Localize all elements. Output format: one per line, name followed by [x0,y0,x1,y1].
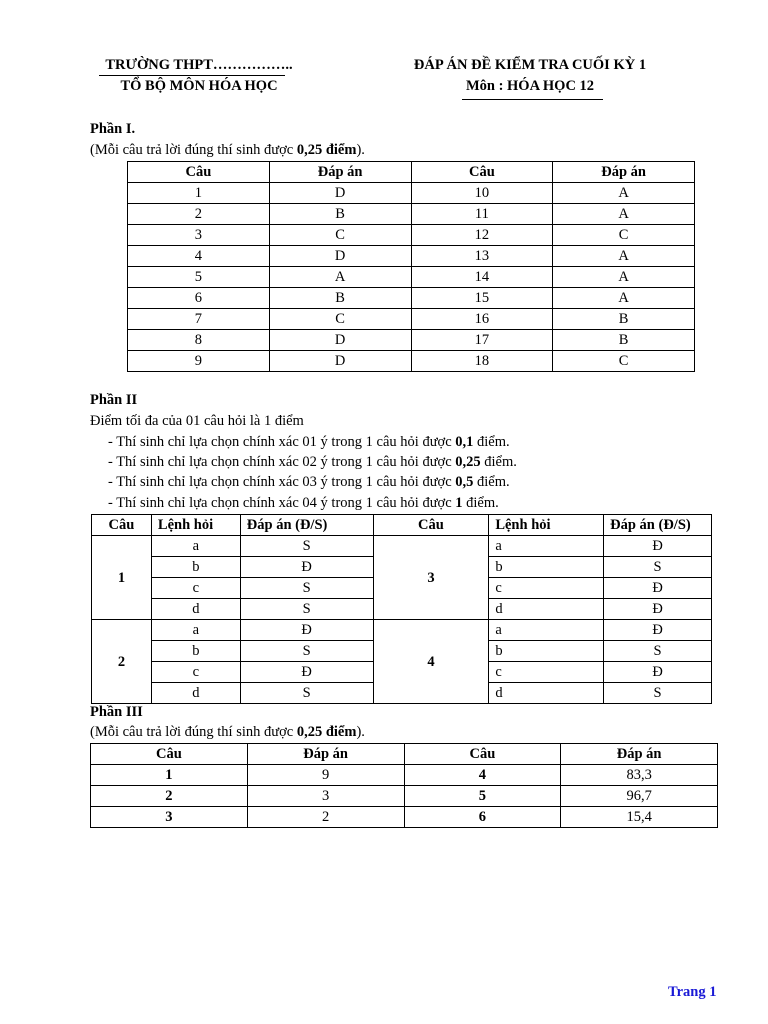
column-header: Câu [128,162,270,183]
table-row [128,225,695,246]
table-cell: 10 [411,183,553,204]
table-cell: d [151,599,240,620]
table-cell: b [151,641,240,662]
table-cell: Đ [604,662,712,683]
table-cell: B [553,330,695,351]
column-header: Đáp án [269,162,411,183]
table-cell: Đ [604,620,712,641]
table-cell: 5 [128,267,270,288]
table-cell: S [240,599,373,620]
table-cell: 2 [247,807,404,828]
table-cell: 1 [91,765,248,786]
table-cell: d [151,683,240,704]
table-cell: 4 [373,620,489,704]
table-cell: B [553,309,695,330]
column-header: Lệnh hỏi [151,515,240,536]
table-cell: 15,4 [561,807,718,828]
part2-intro: Điểm tối đa của 01 câu hỏi là 1 điểm [90,413,304,429]
table-row [128,309,695,330]
table-cell: a [151,536,240,557]
table-row [128,351,695,372]
table-cell: a [489,620,604,641]
column-header: Lệnh hỏi [489,515,604,536]
table-cell: 3 [91,807,248,828]
column-header: Câu [91,744,248,765]
part2-rule: - Thí sinh chỉ lựa chọn chính xác 03 ý trong 1 câu hỏi được 0,5 điểm. [108,474,510,490]
table-cell: 5 [404,786,561,807]
table-cell: Đ [604,536,712,557]
table-cell: 12 [411,225,553,246]
table-cell: d [489,599,604,620]
table-cell: C [269,225,411,246]
school-name: TRƯỜNG THPT…………….. [105,57,293,73]
column-header: Câu [404,744,561,765]
table-row [128,330,695,351]
table-cell: A [553,204,695,225]
table-cell: a [489,536,604,557]
table-cell: 11 [411,204,553,225]
table-cell: a [151,620,240,641]
table-cell: A [553,267,695,288]
table-cell: 96,7 [561,786,718,807]
table-row [91,765,718,786]
table-cell: c [151,578,240,599]
table-cell: 3 [373,536,489,620]
table-cell: C [553,225,695,246]
table-row [92,620,712,641]
table-cell: 4 [404,765,561,786]
part2-rule: - Thí sinh chỉ lựa chọn chính xác 02 ý trong 1 câu hỏi được 0,25 điểm. [108,454,517,470]
table-cell: Đ [604,578,712,599]
table-cell: 1 [128,183,270,204]
table-cell: 7 [128,309,270,330]
table-cell: d [489,683,604,704]
table-cell: c [489,578,604,599]
table-cell: B [269,204,411,225]
table-cell: Đ [240,662,373,683]
table-cell: 3 [128,225,270,246]
table-cell: A [553,288,695,309]
department-name: TỔ BỘ MÔN HÓA HỌC [120,78,278,94]
table-row [128,288,695,309]
table-cell: 9 [128,351,270,372]
table-row [128,246,695,267]
table-cell: 17 [411,330,553,351]
table-cell: 9 [247,765,404,786]
table-row [92,536,712,557]
table-cell: A [553,246,695,267]
table-cell: A [269,267,411,288]
part3-note: (Mỗi câu trả lời đúng thí sinh được 0,25 điểm). [90,724,365,740]
part1-note: (Mỗi câu trả lời đúng thí sinh được 0,25 điểm). [90,142,365,158]
table-cell: 2 [92,620,152,704]
column-header: Câu [411,162,553,183]
table-row [128,183,695,204]
page-number: Trang 1 [668,984,717,1000]
table-cell: S [240,641,373,662]
subject-label: Môn : HÓA HỌC 12 [465,78,595,94]
column-header: Câu [92,515,152,536]
table-cell: A [553,183,695,204]
table-cell: 1 [92,536,152,620]
table-cell: 14 [411,267,553,288]
column-header: Câu [373,515,489,536]
table-row [91,786,718,807]
table-cell: S [240,536,373,557]
table-cell: D [269,351,411,372]
table-cell: D [269,330,411,351]
column-header: Đáp án (Đ/S) [240,515,373,536]
table-cell: C [553,351,695,372]
table-row [128,267,695,288]
table-cell: C [269,309,411,330]
column-header: Đáp án (Đ/S) [604,515,712,536]
part3-table [90,743,718,828]
table-cell: 2 [91,786,248,807]
table-cell: 6 [404,807,561,828]
table-cell: c [151,662,240,683]
table-header-row [128,162,695,183]
table-cell: Đ [240,620,373,641]
table-cell: 2 [128,204,270,225]
table-cell: b [489,557,604,578]
column-header: Đáp án [553,162,695,183]
table-cell: 16 [411,309,553,330]
column-header: Đáp án [561,744,718,765]
table-cell: S [240,683,373,704]
table-row [128,204,695,225]
table-cell: Đ [604,599,712,620]
part1-heading: Phần I. [90,121,136,137]
table-cell: S [604,641,712,662]
table-row [91,807,718,828]
subject-underline [462,99,603,100]
table-cell: 15 [411,288,553,309]
table-cell: S [240,578,373,599]
part1-table [127,161,695,372]
table-cell: 4 [128,246,270,267]
table-cell: D [269,246,411,267]
table-cell: b [489,641,604,662]
table-cell: 83,3 [561,765,718,786]
table-cell: 18 [411,351,553,372]
table-cell: b [151,557,240,578]
school-underline [99,75,285,76]
part3-heading: Phần III [90,704,143,720]
part2-rule: - Thí sinh chỉ lựa chọn chính xác 01 ý trong 1 câu hỏi được 0,1 điểm. [108,434,510,450]
part2-table [91,514,712,704]
table-cell: 6 [128,288,270,309]
table-cell: 3 [247,786,404,807]
column-header: Đáp án [247,744,404,765]
table-header-row [91,744,718,765]
table-cell: B [269,288,411,309]
table-cell: c [489,662,604,683]
table-cell: S [604,557,712,578]
table-header-row [92,515,712,536]
table-cell: D [269,183,411,204]
part2-heading: Phần II [90,392,138,408]
table-cell: 8 [128,330,270,351]
table-cell: S [604,683,712,704]
document-title: ĐÁP ÁN ĐỀ KIỂM TRA CUỐI KỲ 1 [413,57,647,73]
table-cell: Đ [240,557,373,578]
table-cell: 13 [411,246,553,267]
part2-rule: - Thí sinh chỉ lựa chọn chính xác 04 ý trong 1 câu hỏi được 1 điểm. [108,495,499,511]
